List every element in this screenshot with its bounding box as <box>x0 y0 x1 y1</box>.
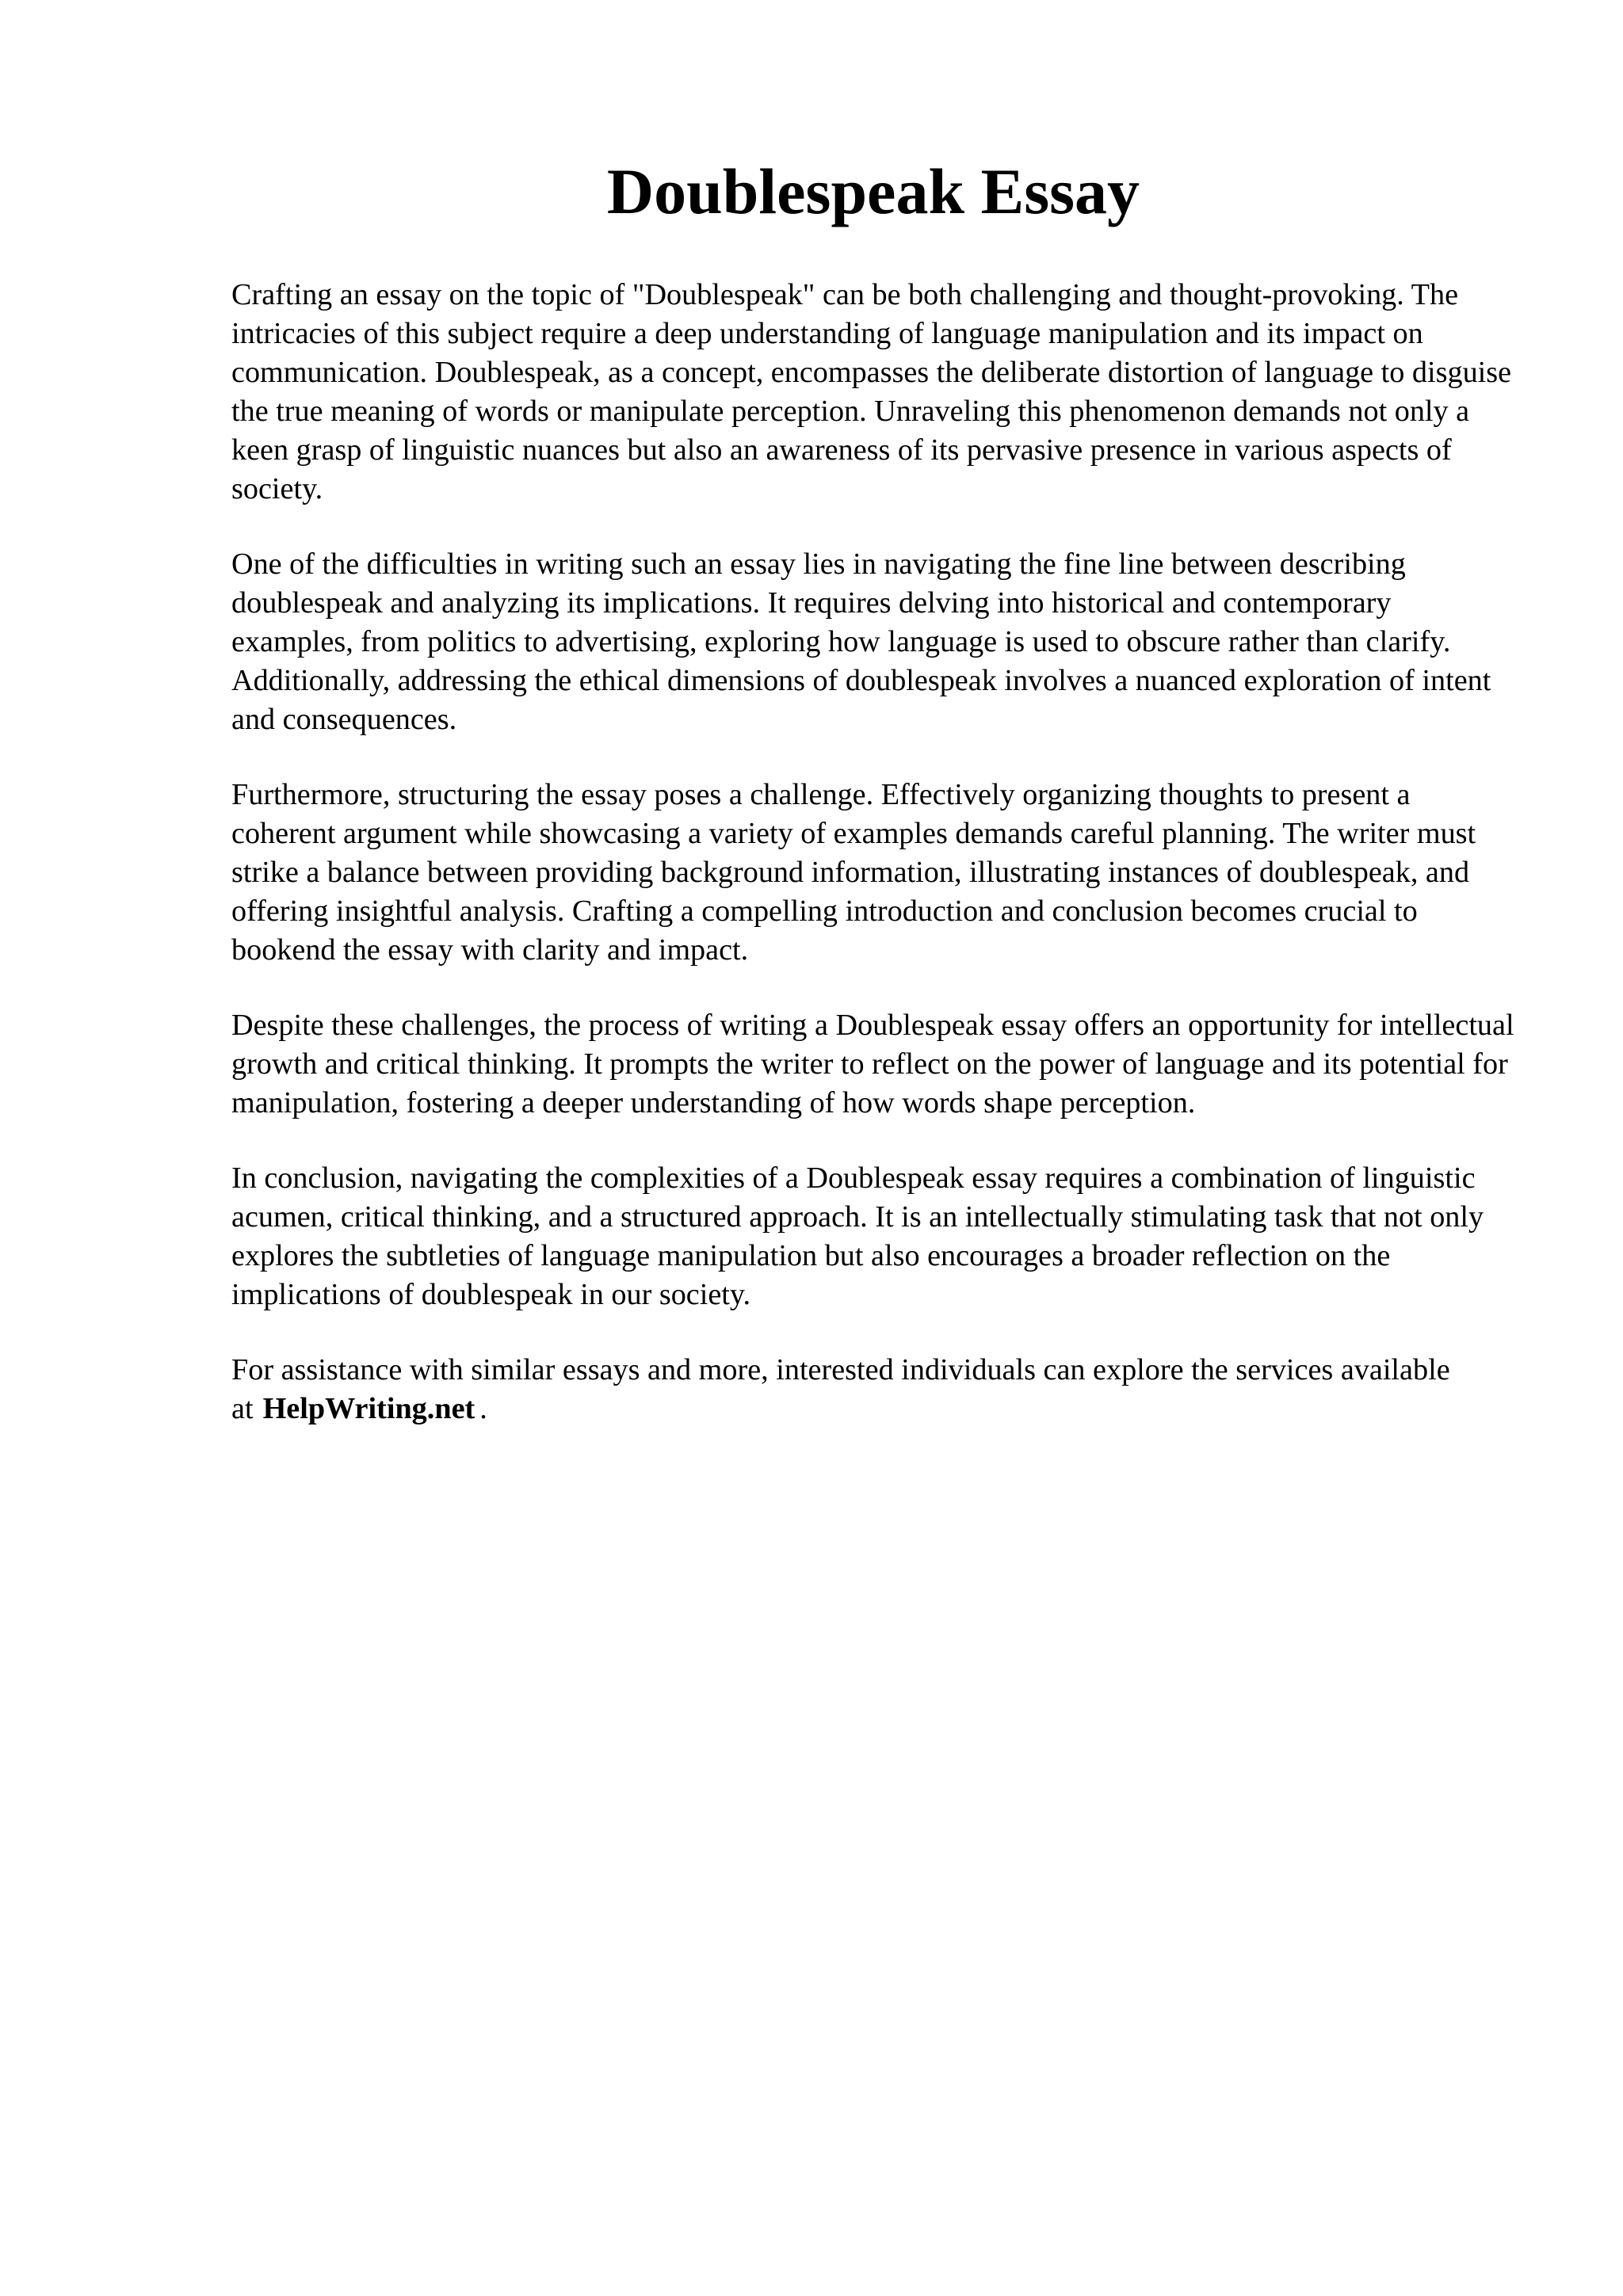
paragraph-4: Despite these challenges, the process of writing a Doublespeak essay offers an opportunity for intellectual growth and critical thinking. It prompts the writer to reflect on the power of language and its potential for manipulation, fostering a deeper understanding of how words shape perception. <box>231 1009 1514 1119</box>
helpwriting-link[interactable]: HelpWriting.net <box>262 1392 475 1425</box>
closing-period: . <box>479 1392 487 1425</box>
document-title: Doublespeak Essay <box>606 155 1140 227</box>
closing-text: For assistance with similar essays and more, interested individuals can explore the services available at <box>231 1353 1450 1425</box>
document-body <box>231 151 1515 1465</box>
closing-paragraph <box>231 1351 1515 1428</box>
paragraph-5: In conclusion, navigating the complexities of a Doublespeak essay requires a combination of linguistic acumen, critical thinking, and a structured approach. It is an intellectually stimulating task that not only explores the subtleties of language manipulation but also encourages a broader reflection on the implications of doublespeak in our society. <box>231 1161 1484 1311</box>
paragraph-1: Crafting an essay on the topic of "Doublespeak" can be both challenging and thought-provoking. The intricacies of this subject require a deep understanding of language manipulation and its impact on communication. Doublespeak, as a concept, encompasses the deliberate distortion of language to disguise the true meaning of words or manipulate perception. Unraveling this phenomenon demands not only a keen grasp of linguistic nuances but also an awareness of its pervasive presence in various aspects of society. <box>231 278 1512 505</box>
paragraph-3: Furthermore, structuring the essay poses a challenge. Effectively organizing thoughts to present a coherent argument while showcasing a variety of examples demands careful planning. The writer must strike a balance between providing background information, illustrating instances of doublespeak, and offering insightful analysis. Crafting a compelling introduction and conclusion becomes crucial to bookend the essay with clarity and impact. <box>231 778 1476 967</box>
paragraph-2: One of the difficulties in writing such an essay lies in navigating the fine line between describing doublespeak and analyzing its implications. It requires delving into historical and contemporary examples, from politics to advertising, exploring how language is used to obscure rather than clarify. Additionally, addressing the ethical dimensions of doublespeak involves a nuanced exploration of intent and consequences. <box>231 547 1491 736</box>
